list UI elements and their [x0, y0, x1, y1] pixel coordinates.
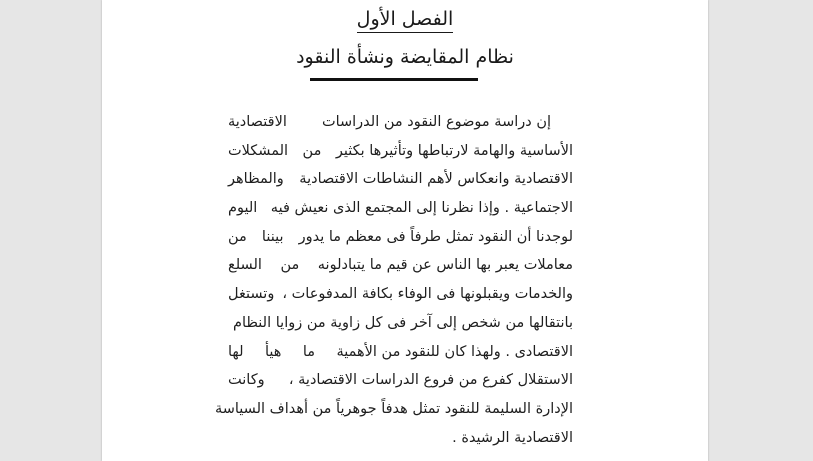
paragraph-line [228, 223, 573, 252]
paragraph-line-segment: بانتقالها من شخص إلى آخر فى كل زاوية من زوايا النظام [233, 314, 573, 331]
paragraph-line-segment: هيأ [264, 343, 282, 360]
paragraph-line [228, 165, 573, 194]
chapter-heading [102, 6, 708, 32]
paragraph-line-segment: الاقتصادى . ولهذا كان للنقود من الأهمية [336, 343, 573, 360]
paragraph-line-segment: الأساسية والهامة لارتباطها وتأثيرها بكثير [335, 142, 573, 159]
paragraph-line-segment: بيننا [261, 228, 284, 245]
section-heading [102, 43, 708, 71]
paragraph-line [228, 251, 573, 280]
paragraph-line [228, 366, 573, 395]
paragraph-line-segment: الاقتصادية وانعكاس لأهم النشاطات الاقتصادية [299, 171, 573, 188]
paragraph-line-segment: معاملات يعبر بها الناس عن قيم ما يتبادلونه [317, 257, 573, 274]
paragraph-line-segment: من [228, 228, 247, 245]
paragraph-line [228, 424, 573, 453]
paragraph-line-segment: اليوم [228, 200, 258, 217]
paragraph-line-segment: الاجتماعية . وإذا نظرنا إلى المجتمع الذى نعيش فيه [270, 200, 573, 217]
paragraph-line-segment: الإدارة السليمة للنقود تمثل هدفاً جوهرياً من أهداف السياسة [214, 400, 573, 417]
paragraph-line-segment: والخدمات ويقبلونها فى الوفاء بكافة المدفوعات ، [282, 286, 573, 303]
paragraph-line-segment: إن دراسة موضوع النقود من الدراسات [321, 114, 551, 130]
paragraph-line-segment: الاقتصادية [228, 114, 287, 130]
paragraph-line [228, 309, 573, 338]
paragraph-line-segment: ما [302, 343, 316, 360]
heading-divider-rule [310, 78, 478, 81]
paragraph-line [228, 338, 573, 367]
paragraph-line-segment: من [280, 257, 300, 274]
body-paragraph [214, 108, 573, 452]
paragraph-line-segment: الاقتصادية الرشيدة . [452, 429, 573, 446]
section-heading-text: نظام المقايضة ونشأة النقود [296, 46, 514, 68]
paragraph-line [228, 194, 573, 223]
paragraph-line-segment: المشكلات [228, 142, 289, 159]
document-page [102, 0, 708, 461]
paragraph-line-segment: لها [228, 343, 244, 360]
paragraph-line-segment: وكانت [228, 372, 265, 389]
paragraph-line [228, 108, 573, 137]
paragraph-line-segment: وتستغل [228, 286, 275, 303]
paragraph-line-segment: السلع [228, 257, 262, 274]
paragraph-line-segment: لوجدنا أن النقود تمثل طرفاً فى معظم ما يدور [298, 228, 573, 245]
paragraph-line-segment: والمظاهر [228, 171, 284, 188]
paragraph-line-segment: من [302, 142, 322, 159]
paragraph-line [228, 137, 573, 166]
paragraph-line [228, 280, 573, 309]
paragraph-line-segment: الاستقلال كفرع من فروع الدراسات الاقتصادية ، [288, 372, 573, 389]
paragraph-line [214, 395, 573, 424]
chapter-heading-text: الفصل الأول [357, 8, 454, 33]
